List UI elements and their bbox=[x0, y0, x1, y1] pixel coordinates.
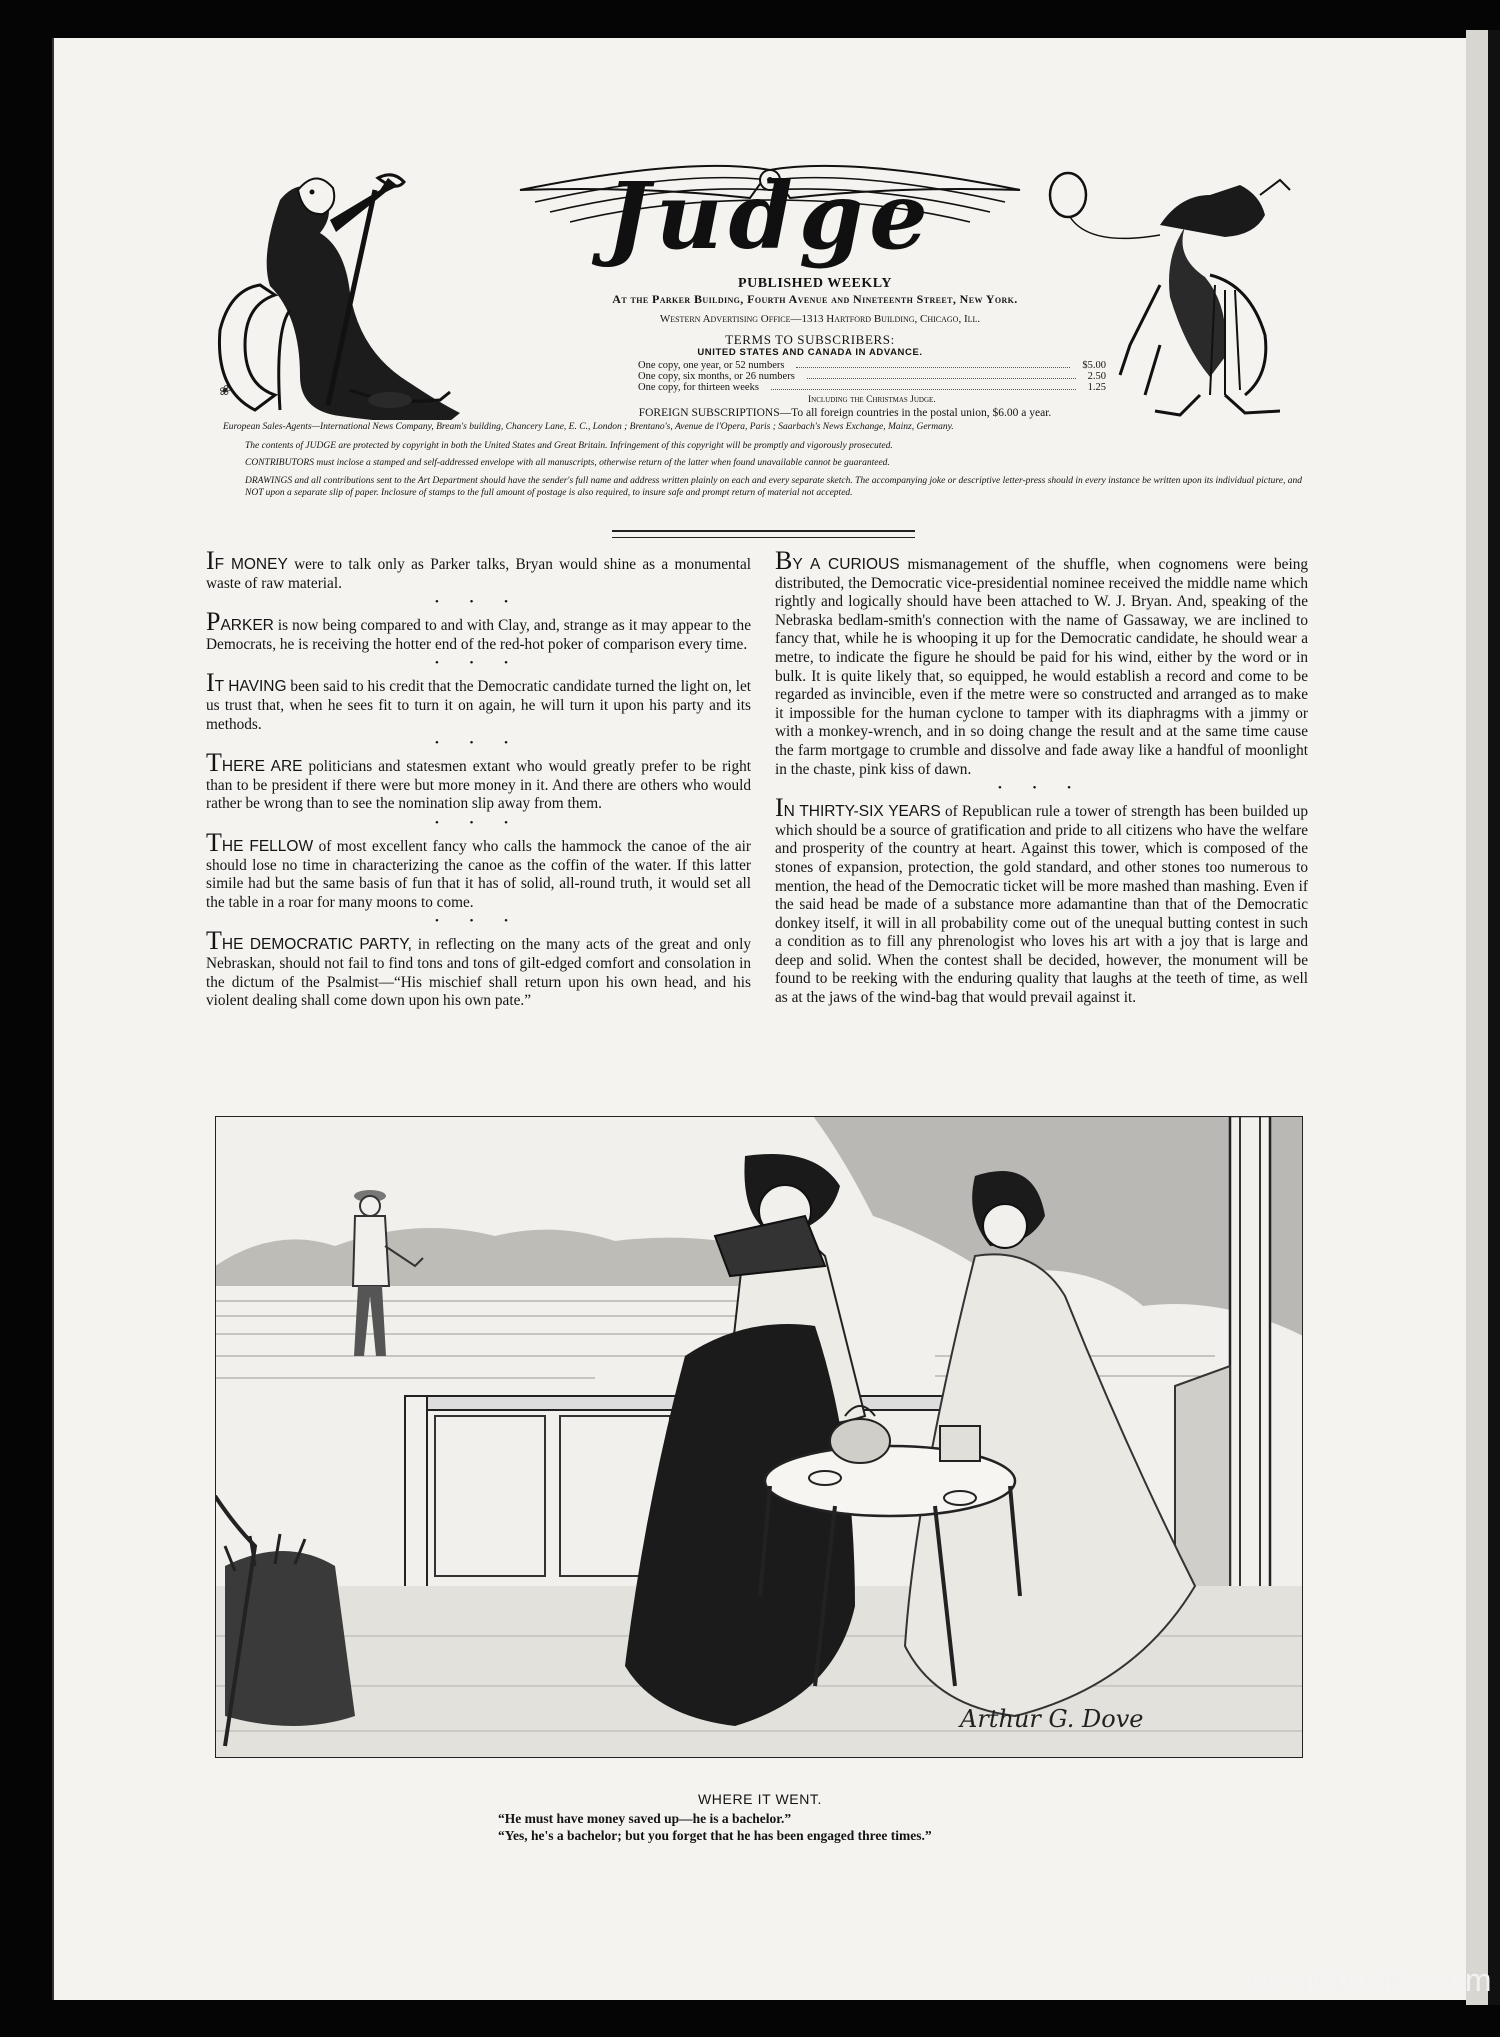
editorial-paragraph bbox=[206, 748, 752, 814]
editorial-paragraph bbox=[775, 793, 1308, 1008]
drawings-notice: DRAWINGS and all contributions sent to the Art Department should have the sender's full name and address written plainly on each and every separate sketch. The accompanying joke or descriptive letter-press should in every instance be written upon its individual picture, and NOT upon a separate slip of paper. Inclosure of stamps to the full amount of postage is also required, to insure safe and prompt return of material not accepted. bbox=[245, 476, 1302, 498]
rate-price: $5.00 bbox=[1082, 360, 1106, 371]
cartoon-dialogue-line: “He must have money saved up—he is a bachelor.” bbox=[498, 1811, 792, 1826]
paragraph-lead: N THIRTY-SIX YEARS bbox=[783, 803, 941, 821]
paragraph-lead: F MONEY bbox=[214, 556, 288, 573]
paragraph-text: politicians and statesmen extant who would greatly prefer to be right than to be president if there were but more money in it. And there are others who would rather be wrong than to see the nomination slip away from them. bbox=[206, 758, 752, 813]
section-rule bbox=[612, 530, 915, 538]
separator-dots: • • • bbox=[434, 596, 523, 609]
christmas-note: Including the Christmas Judge. bbox=[808, 395, 936, 405]
rate-row bbox=[638, 382, 1106, 393]
published-weekly: PUBLISHED WEEKLY bbox=[738, 276, 892, 291]
editorial-paragraph bbox=[206, 827, 752, 912]
separator-dots: • • • bbox=[997, 782, 1086, 795]
subscription-rates bbox=[638, 360, 1106, 393]
paragraph-lead: HE DEMOCRATIC PARTY, bbox=[221, 936, 412, 954]
paragraph-text: in reflecting on the many acts of the great and only Nebraskan, should not fail to find tons and tons of gilt-edged comfort and consolation in the dictum of the Psalmist—“His mischief shall return upon his own head, and his violent dealing shall come down upon his own pate.” bbox=[206, 936, 751, 1010]
paragraph-lead: HERE ARE bbox=[221, 758, 303, 776]
paragraph-text: been said to his credit that the Democratic candidate turned the light on, let us trust that, when he sees fit to turn it on again, he will turn it upon his party and its methods. bbox=[206, 678, 751, 733]
rate-label: One copy, one year, or 52 numbers bbox=[638, 360, 785, 371]
paragraph-lead: HE FELLOW bbox=[221, 837, 314, 855]
separator-dots: • • • bbox=[434, 657, 523, 670]
contributors-notice: CONTRIBUTORS must inclose a stamped and self-addressed envelope with all manuscripts, otherwise return of the latter when found unavailable cannot be guaranteed. bbox=[245, 458, 890, 468]
rate-row bbox=[638, 371, 1106, 382]
rate-label: One copy, six months, or 26 numbers bbox=[638, 371, 795, 382]
svg-text:❀: ❀ bbox=[218, 383, 230, 399]
cartoon-illustration bbox=[215, 1116, 1303, 1758]
rate-price: 2.50 bbox=[1087, 371, 1106, 382]
european-agents: European Sales-Agents—International News Company, Bream's building, Chancery Lane, E. C., London ; Brentano's, Avenue de l'Opera, Paris ; Saarbach's News Exchange, Mainz, Germany. bbox=[223, 422, 954, 432]
terms-subheading: UNITED STATES AND CANADA IN ADVANCE. bbox=[697, 347, 923, 358]
paragraph-text: of most excellent fancy who calls the hammock the canoe of the air should lose no time in characterizing the canoe as the coffin of the water. If this latter simile had but the same basis of fun that it has of solid, all-round truth, it would set all the table in a roar for many moons to come. bbox=[206, 837, 752, 911]
editorial-paragraph bbox=[775, 546, 1308, 779]
drop-letter: I bbox=[206, 546, 215, 575]
drop-letter: B bbox=[775, 546, 793, 575]
next-page-edge bbox=[1466, 30, 1488, 2005]
cartoon-title: WHERE IT WENT. bbox=[697, 1791, 823, 1807]
logo-title: Judge bbox=[606, 162, 934, 270]
rate-leader bbox=[807, 371, 1076, 379]
paragraph-lead: T HAVING bbox=[214, 678, 287, 696]
editorial-paragraph bbox=[206, 668, 751, 734]
cartoon-dialogue-line: “Yes, he's a bachelor; but you forget that he has been engaged three times.” bbox=[498, 1828, 932, 1843]
separator-dots: • • • bbox=[434, 915, 523, 928]
terms-heading: TERMS TO SUBSCRIBERS: bbox=[725, 332, 895, 347]
rate-leader bbox=[796, 360, 1070, 368]
rate-row bbox=[638, 360, 1106, 371]
editorial-paragraph bbox=[206, 546, 751, 593]
foreign-subscriptions: FOREIGN SUBSCRIPTIONS—To all foreign countries in the postal union, $6.00 a year. bbox=[638, 407, 1052, 419]
separator-dots: • • • bbox=[434, 737, 523, 750]
drop-letter: I bbox=[206, 668, 215, 698]
masthead-logo bbox=[505, 158, 1035, 283]
paragraph-text: of Republican rule a tower of strength has been builded up which should be a source of gratification and pride to all citizens who have the welfare and prosperity of the country at heart. Against this tower, which is composed of the stones of expansion, protection, the gold standard, and other stones too numerous to mention, the head of the Democratic ticket will be more mashed than mashing. Even if the said head be made of a substance more adamantine than that of the Democratic donkey itself, it will in all probability come out of the unequal butting contest in such a condition as to fill any phrenologist who loves his art with a joy that is large and deep and solid. When the contest shall be decided, however, the monument will be found to be reeking with the enduring quality that laughs at the teeth of time, as well as at the jaws of the wind-bag that would prevail against it. bbox=[775, 803, 1308, 1007]
publisher-address: At the Parker Building, Fourth Avenue and Nineteenth Street, New York. bbox=[612, 292, 1018, 306]
drop-letter: T bbox=[206, 827, 222, 857]
paragraph-lead: ARKER bbox=[220, 617, 274, 635]
paragraph-text: mismanagement of the shuffle, when cognomens were being distributed, the Democratic vice-presidential nominee received the middle name which rightly and logically should have been attached to W. J. Bryan. And, speaking of the Nebraska bedlam-smith's connection with the name of Gassaway, we are inclined to fancy that, while he is whooping it up for the Democratic candidate, he should wear a metre, to indicate the figure he should be paid for his wind, either by the word or in bulk. It is quite likely that, so equipped, he would establish a record and come to be regarded as invincible, even if the metre were so constructed and arranged as to make it impossible for the human cyclone to tamper with its diaphragms with a jimmy or with a monkey-wrench, and in so doing change the result and at the same time cause the farm mortgage to crumble and dissolve and fade away like a handful of moonlight in the chaste, pink kiss of dawn. bbox=[775, 556, 1308, 778]
masthead-left-figure bbox=[200, 160, 465, 420]
editorial-paragraph bbox=[206, 607, 751, 654]
rate-price: 1.25 bbox=[1087, 382, 1106, 393]
drop-letter: I bbox=[775, 793, 784, 823]
rate-label: One copy, for thirteen weeks bbox=[638, 382, 759, 393]
page-border bbox=[1488, 30, 1500, 2005]
text-column-right bbox=[775, 546, 1308, 1008]
separator-dots: • • • bbox=[434, 816, 523, 829]
drop-letter: P bbox=[206, 607, 221, 637]
rate-leader bbox=[771, 382, 1076, 390]
copyright-notice: The contents of JUDGE are protected by copyright in both the United States and Great Britain. Infringement of this copyright will be promptly and vigorously prosecuted. bbox=[245, 441, 893, 451]
editorial-paragraph bbox=[206, 926, 751, 1010]
western-office: Western Advertising Office—1313 Hartford Building, Chicago, Ill. bbox=[659, 313, 981, 325]
paragraph-lead: Y A CURIOUS bbox=[792, 556, 900, 573]
drop-letter: T bbox=[206, 926, 222, 956]
site-watermark: comicbooks.com bbox=[1248, 1962, 1492, 1998]
text-column-left bbox=[206, 546, 752, 1011]
artist-signature: Arthur G. Dove bbox=[960, 1705, 1144, 1733]
drop-letter: T bbox=[206, 748, 222, 778]
paragraph-text: is now being compared to and with Clay, and, strange as it may appear to the Democrats, he is receiving the hotter end of the red-hot poker of comparison every time. bbox=[206, 617, 751, 653]
paragraph-text: were to talk only as Parker talks, Bryan would shine as a monumental waste of raw material. bbox=[206, 556, 751, 592]
